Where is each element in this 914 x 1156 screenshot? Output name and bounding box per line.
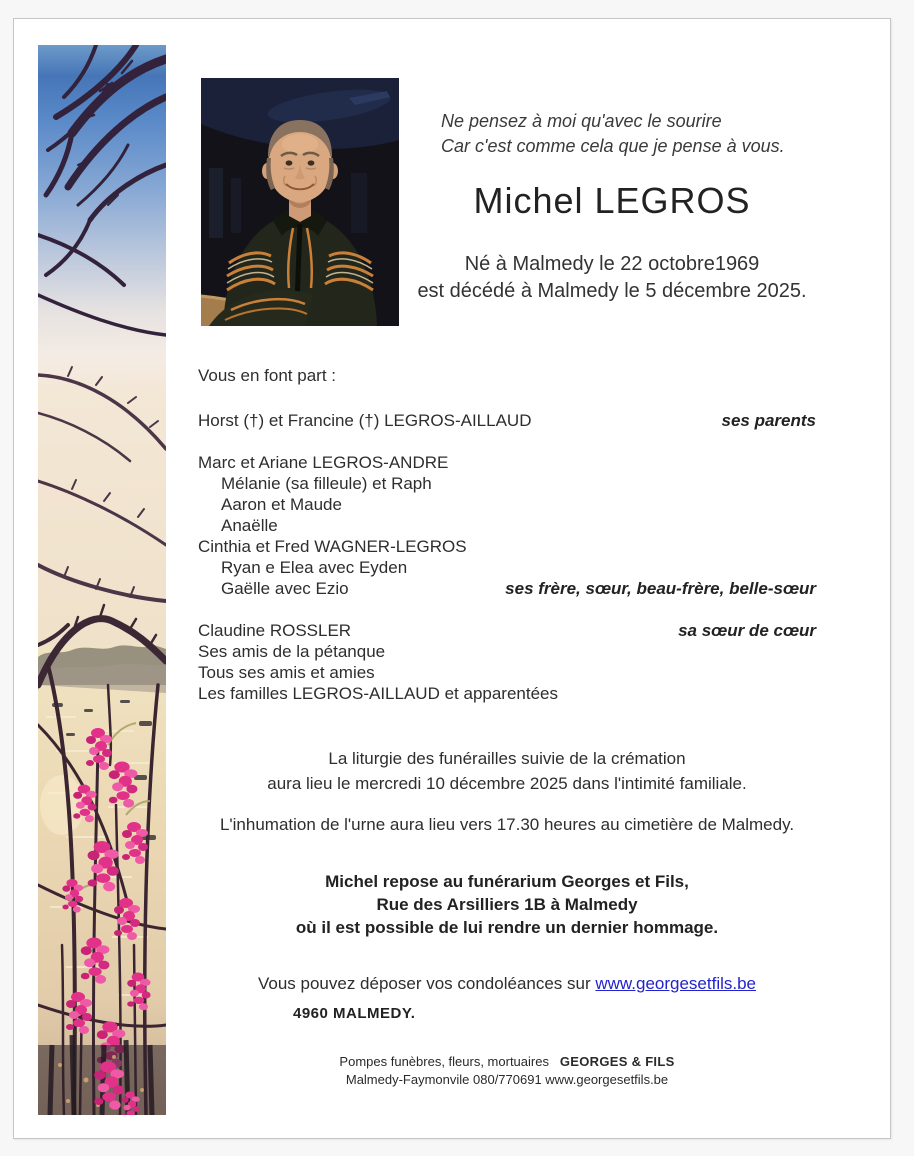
condolences-link[interactable]: www.georgesetfils.be — [595, 974, 757, 993]
header — [399, 78, 825, 305]
family-line — [198, 410, 816, 431]
death-line: est décédé à Malmedy le 5 décembre 2025. — [417, 280, 807, 302]
ceremony-line-1: La liturgie des funérailles suivie de la crémation — [328, 749, 686, 768]
family-lines — [198, 410, 816, 704]
family-member-names: Gaëlle avec Ezio — [221, 579, 349, 598]
repose-line-3: où il est possible de lui rendre un dernier hommage. — [295, 918, 719, 937]
memorial-quote — [399, 78, 825, 159]
footer-line-2: Malmedy-Faymonvile 080/770691 www.georgesetfils.be — [345, 1072, 669, 1087]
ceremony-section — [198, 746, 816, 837]
family-member-names: Horst (†) et Francine (†) LEGROS-AILLAUD — [198, 411, 532, 430]
relation-label: ses frère, sœur, beau-frère, belle-sœur — [505, 579, 816, 598]
inhumation-line: L'inhumation de l'urne aura lieu vers 17.30 heures au cimetière de Malmedy. — [219, 815, 795, 834]
ceremony-line-2: aura lieu le mercredi 10 décembre 2025 dans l'intimité familiale. — [267, 774, 747, 793]
funeral-home-footer — [198, 1053, 816, 1089]
family-member-names: Anaëlle — [221, 516, 278, 535]
family-line — [198, 452, 816, 473]
family-line — [198, 536, 816, 557]
quote-line-2: Car c'est comme cela que je pense à vous. — [441, 136, 785, 156]
repose-section — [198, 870, 816, 939]
quote-line-1: Ne pensez à moi qu'avec le sourire — [441, 111, 722, 131]
condolences-text: Vous pouvez déposer vos condoléances sur — [257, 974, 596, 993]
family-member-names: Ses amis de la pétanque — [198, 642, 386, 661]
family-member-names: Marc et Ariane LEGROS-ANDRE — [198, 453, 449, 472]
nature-photo-graphic — [38, 45, 166, 1115]
condolences-line — [198, 974, 816, 994]
announcement-card — [13, 18, 891, 1139]
birth-death-dates — [399, 251, 825, 305]
family-line — [198, 620, 816, 641]
family-line — [198, 515, 816, 536]
family-member-names: Cinthia et Fred WAGNER-LEGROS — [198, 537, 467, 556]
family-member-names: Tous ses amis et amies — [198, 663, 375, 682]
repose-line-2: Rue des Arsilliers 1B à Malmedy — [376, 895, 638, 914]
family-member-names: Aaron et Maude — [221, 495, 342, 514]
footer-line-1 — [198, 1053, 816, 1071]
nature-photo — [38, 45, 166, 1115]
family-line — [198, 662, 816, 683]
relation-label: ses parents — [721, 411, 816, 430]
family-line — [198, 473, 816, 494]
footer-services: Pompes funèbres, fleurs, mortuaires — [339, 1054, 549, 1069]
family-member-names: Mélanie (sa filleule) et Raph — [221, 474, 432, 493]
city-line: 4960 MALMEDY. — [293, 1005, 416, 1022]
family-intro: Vous en font part : — [198, 366, 336, 385]
family-line — [198, 683, 816, 704]
family-line — [198, 557, 816, 578]
deceased-name: Michel LEGROS — [473, 180, 751, 221]
repose-line-1: Michel repose au funérarium Georges et Fils, — [325, 872, 689, 891]
family-line — [198, 641, 816, 662]
portrait-photo — [201, 78, 399, 326]
family-section — [198, 365, 816, 704]
family-line — [198, 494, 816, 515]
family-member-names: Claudine ROSSLER — [198, 621, 352, 640]
birth-line: Né à Malmedy le 22 octobre1969 — [464, 253, 760, 275]
relation-label: sa sœur de cœur — [678, 621, 816, 640]
portrait-photo-graphic — [201, 78, 399, 326]
funeral-home-name: GEORGES & FILS — [559, 1054, 675, 1069]
family-line — [198, 578, 816, 599]
family-member-names: Ryan e Elea avec Eyden — [221, 558, 408, 577]
family-member-names: Les familles LEGROS-AILLAUD et apparentées — [198, 684, 559, 703]
